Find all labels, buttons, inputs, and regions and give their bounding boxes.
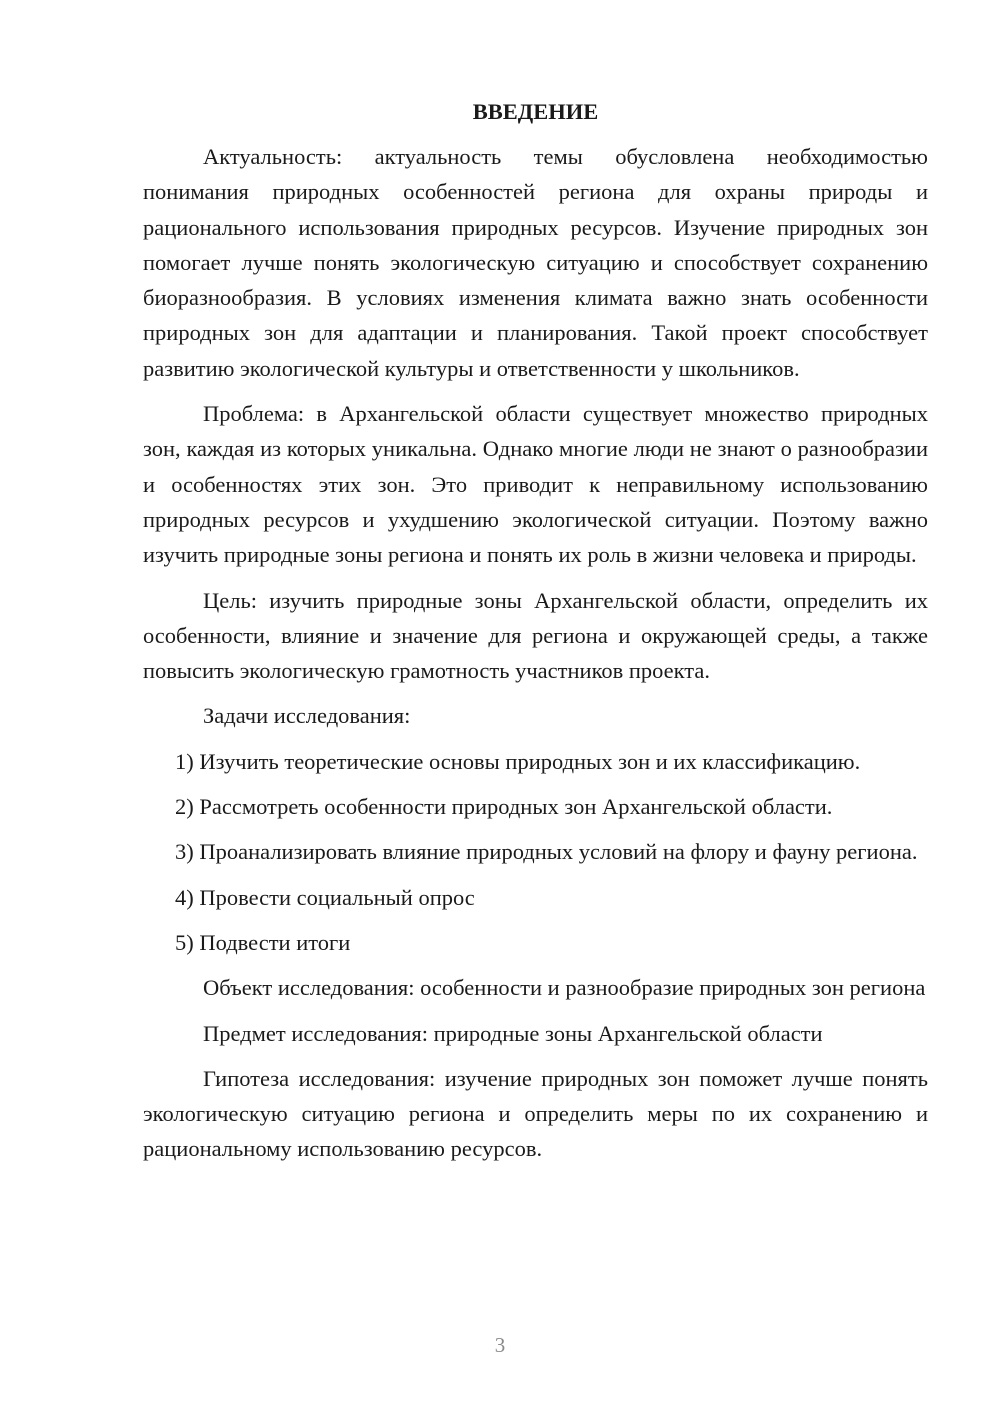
hypothesis-paragraph: Гипотеза исследования: изучение природных зон поможет лучше понять экологическую ситуацию региона и определить меры по их сохранению и рациональному использованию ресурсов. xyxy=(143,1065,928,1162)
problem-paragraph: Проблема: в Архангельской области существует множество природных зон, каждая из которых уникальна. Однако многие люди не знают о разнообразии и особенностях этих зон. Это приводит к неправильному использованию природных ресурсов и ухудшению экологической ситуации. Поэтому важно изучить природные зоны региона и понять их роль в жизни человека и природы. xyxy=(143,401,928,568)
task-item-4: 4) Провести социальный опрос xyxy=(175,884,475,910)
subject-paragraph: Предмет исследования: природные зоны Архангельской области xyxy=(203,1020,823,1046)
page-title: ВВЕДЕНИЕ xyxy=(472,99,599,124)
task-item-2: 2) Рассмотреть особенности природных зон Архангельской области. xyxy=(175,794,833,820)
page-number: 3 xyxy=(494,1333,506,1357)
task-item-5: 5) Подвести итоги xyxy=(175,929,351,955)
task-item-3: 3) Проанализировать влияние природных условий на флору и фауну региона. xyxy=(175,839,918,865)
task-item-1: 1) Изучить теоретические основы природных зон и их классификацию. xyxy=(175,748,861,774)
tasks-title: Задачи исследования: xyxy=(203,703,411,729)
document-page xyxy=(143,94,928,1177)
goal-paragraph: Цель: изучить природные зоны Архангельской области, определить их особенности, влияние и значение для региона и окружающей среды, а также повысить экологическую грамотность участников проекта. xyxy=(143,587,928,684)
object-paragraph: Объект исследования: особенности и разнообразие природных зон региона xyxy=(203,975,926,1001)
relevance-paragraph: Актуальность: актуальность темы обусловлена необходимостью понимания природных особенностей региона для охраны природы и рационального использования природных ресурсов. Изучение природных зон помогает лучше понять экологическую ситуацию и способствует сохранению биоразнообразия. В условиях изменения климата важно знать особенности природных зон для адаптации и планирования. Такой проект способствует развитию экологической культуры и ответственности у школьников. xyxy=(143,144,928,381)
